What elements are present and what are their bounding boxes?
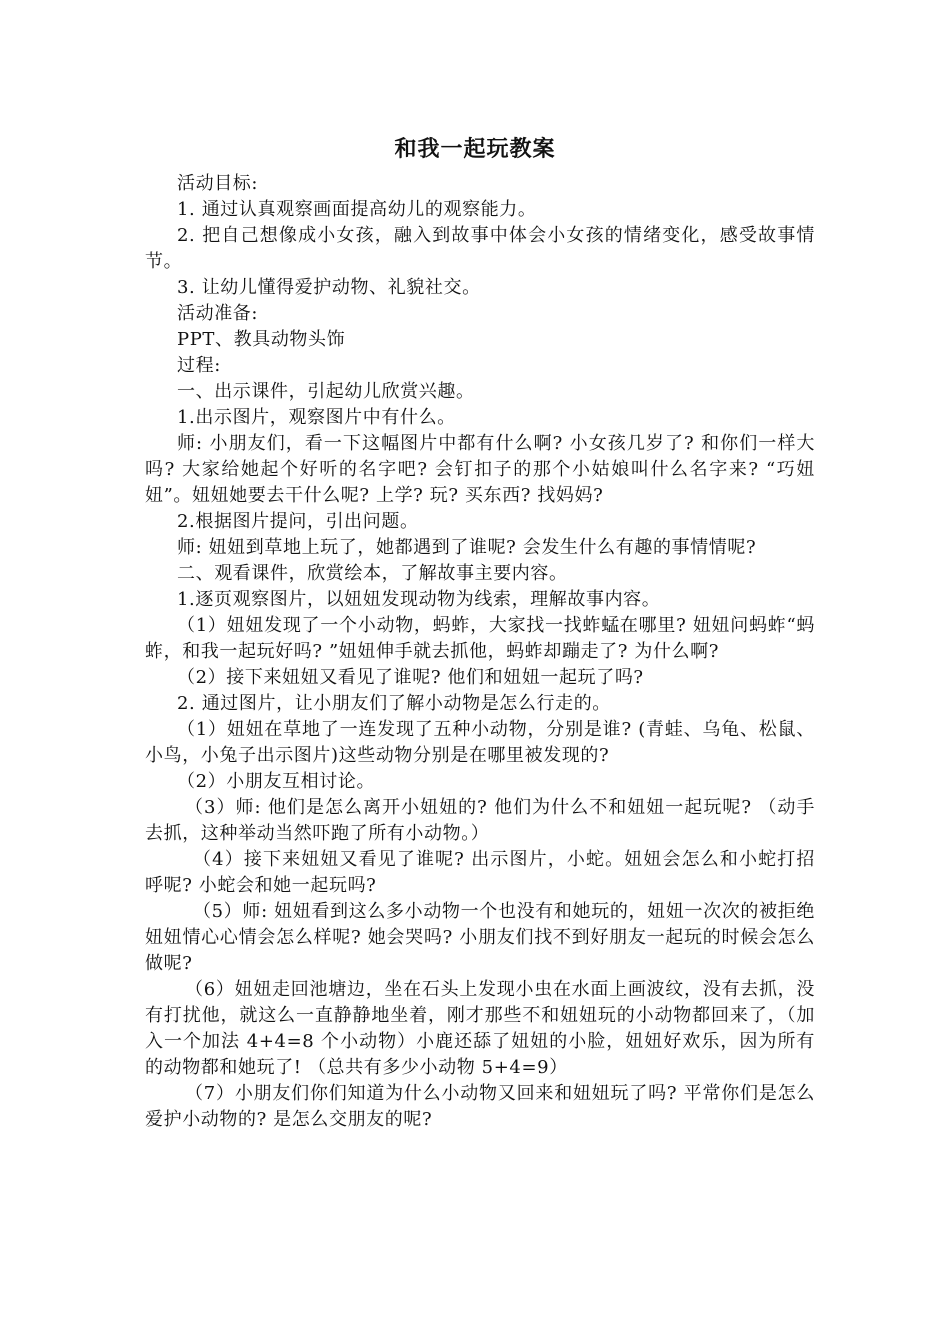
- preparation-text: PPT、教具动物头饰: [177, 329, 346, 350]
- process-step-1-2: 2.根据图片提问，引出问题。: [177, 511, 419, 532]
- section-heading-preparation: 活动准备:: [177, 303, 259, 324]
- teacher-dialogue-1: 师: 小朋友们，看一下这幅图片中都有什么啊? 小女孩几岁了? 和你们一样大吗? 大家给她起个好听的名字吧? 会钉扣子的那个小姑娘叫什么名字来? “巧妞妞”。妞妞她要去干什么呢? 上学? 玩? 买东西? 找妈妈?: [145, 433, 815, 506]
- teacher-dialogue-2: 师: 妞妞到草地上玩了，她都遇到了谁呢? 会发生什么有趣的事情情呢?: [177, 537, 757, 558]
- process-item-2-2-4: （4）接下来妞妞又看见了谁呢? 出示图片，小蛇。妞妞会怎么和小蛇打招呼呢? 小蛇会和她一起玩吗?: [145, 849, 815, 896]
- section-heading-objectives: 活动目标:: [177, 173, 259, 194]
- process-step-2-1: 1.逐页观察图片，以妞妞发现动物为线索，理解故事内容。: [177, 589, 661, 610]
- process-item-2-1-1: （1）妞妞发现了一个小动物，蚂蚱，大家找一找蚱蜢在哪里? 妞妞问蚂蚱“蚂蚱，和我一起玩好吗? ”妞妞伸手就去抓他，蚂蚱却蹦走了? 为什么啊?: [145, 615, 815, 662]
- process-item-2-2-5: （5）师: 妞妞看到这么多小动物一个也没有和她玩的，妞妞一次次的被拒绝妞妞情心心情会怎么样呢? 她会哭吗? 小朋友们找不到好朋友一起玩的时候会怎么做呢?: [145, 901, 815, 974]
- document-title: 和我一起玩教案: [394, 136, 556, 162]
- objective-2: 2. 把自己想像成小女孩，融入到故事中体会小女孩的情绪变化，感受故事情节。: [145, 225, 815, 272]
- process-item-2-2-3: （3）师: 他们是怎么离开小妞妞的? 他们为什么不和妞妞一起玩呢? （动手去抓，这种举动当然吓跑了所有小动物。）: [145, 797, 815, 844]
- process-item-2-1-2: （2）接下来妞妞又看见了谁呢? 他们和妞妞一起玩了吗?: [177, 667, 644, 688]
- objective-1: 1. 通过认真观察画面提高幼儿的观察能力。: [177, 199, 537, 220]
- process-item-2-2-1: （1）妞妞在草地了一连发现了五种小动物，分别是谁? (青蛙、乌龟、松鼠、小鸟，小兔子出示图片)这些动物分别是在哪里被发现的?: [145, 719, 815, 766]
- process-item-2-2-2: （2）小朋友互相讨论。: [177, 771, 376, 792]
- process-item-2-2-6: （6）妞妞走回池塘边，坐在石头上发现小虫在水面上画波纹，没有去抓，没有打扰他，就这么一直静静地坐着，刚才那些不和妞妞玩的小动物都回来了，（加入一个加法 4+4=8 个小动物）小鹿还舔了妞妞的小脸，妞妞好欢乐，因为所有的动物都和她玩了! （总共有多少小动物 5+4=9）: [145, 979, 815, 1078]
- objective-3: 3. 让幼儿懂得爱护动物、礼貌社交。: [177, 277, 481, 298]
- document-body: [145, 171, 815, 1133]
- process-part-2-heading: 二、观看课件，欣赏绘本，了解故事主要内容。: [177, 563, 568, 584]
- process-item-2-2-7: （7）小朋友们你们知道为什么小动物又回来和妞妞玩了吗? 平常你们是怎么爱护小动物的? 是怎么交朋友的呢?: [145, 1083, 815, 1130]
- section-heading-process: 过程:: [177, 355, 221, 376]
- process-step-1-1: 1.出示图片，观察图片中有什么。: [177, 407, 456, 428]
- process-step-2-2: 2. 通过图片，让小朋友们了解小动物是怎么行走的。: [177, 693, 611, 714]
- process-part-1-heading: 一、出示课件，引起幼儿欣赏兴趣。: [177, 381, 475, 402]
